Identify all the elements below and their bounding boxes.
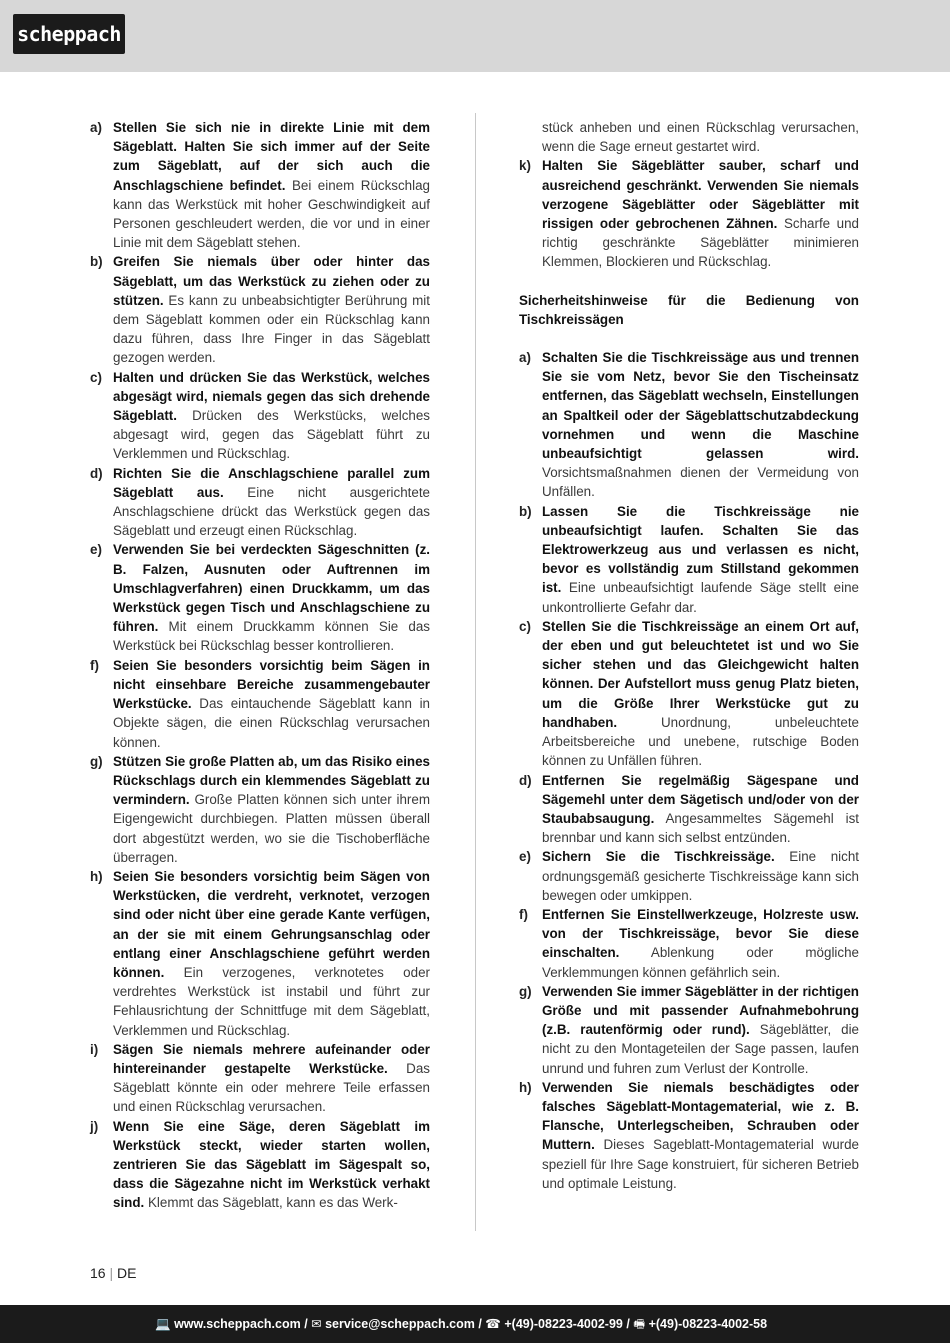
list-item (90, 1040, 430, 1117)
item-label: i) (90, 1041, 99, 1057)
page-number (90, 1265, 136, 1281)
item-text: Eine unbeaufsichtigt laufende Säge stellt eine unkontrollierte Gefahr dar. (542, 580, 859, 615)
list-item (90, 368, 430, 464)
separator: / (300, 1317, 312, 1331)
list-item (519, 348, 859, 502)
separator: / (474, 1317, 486, 1331)
item-text: Eine nicht ausgerichtete Anschlagschiene drückt das Werkstück gegen das Sägeblatt und erzeugt einen Rückschlag. (113, 484, 430, 539)
item-bold-text: Halten Sie Sägeblätter sauber, scharf und ausreichend geschränkt. Verwenden Sie niemals verzogene Sägeblätter oder Sägeblätter mit rissigen oder gebrochenen Zähnen. (542, 158, 859, 232)
item-bold-text: Wenn Sie eine Säge, deren Sägeblatt im Werkstück steckt, wieder starten wollen, zentrieren Sie das Sägeblatt im Sägespalt so, dass die Sägezahne nicht im Werkstück verhakt sind. (113, 1118, 430, 1211)
item-label: h) (519, 1079, 532, 1095)
item-text: Mit einem Druckkamm können Sie das Werkstück bei Rückschlag besser kontrollieren. (113, 619, 430, 654)
item-text: Bei einem Rückschlag kann das Werkstück mit hoher Geschwindigkeit auf Personen geschleudert werden, die vor und in einer Linie mit dem Sägeblatt stehen. (113, 177, 430, 251)
language-code: DE (117, 1265, 137, 1281)
item-bold-text: Stellen Sie die Tischkreissäge an einem Ort auf, der eben und gut beleuchtetet ist und wo Sie sicher stehen und das Gleichgewicht halten können. Der Aufstellort muss genug Platz bieten, um die Größe Ihrer Werkstücke gut zu handhaben. (542, 618, 859, 730)
item-label: a) (519, 350, 531, 366)
item-bold-text: Seien Sie besonders vorsichtig beim Sägen von Werkstücken, die verdreht, verknotet, verzogen sind oder nicht über eine gerade Kante verfügen, an der sie mit einem Gehrungsanschlag oder entlang einer Anschlagschiene geführt werden können. (113, 868, 430, 980)
list-item (519, 982, 859, 1078)
item-text: Ein verzogenes, verknotetes oder verdrehtes Werkstück ist instabil und führt zur Fehlausrichtung der Schnittfuge mit dem Sägeblatt, Verklemmen und Rückschlag. (113, 964, 430, 1038)
computer-icon: 💻 (155, 1317, 171, 1331)
item-bold-text: Sägen Sie niemals mehrere aufeinander oder hintereinander gestapelte Werkstücke. (113, 1041, 430, 1076)
item-label: a) (90, 120, 102, 135)
item-text: Unordnung, unbeleuchtete Arbeitsbereiche und unebene, rutschige Boden können zu Unfällen führen. (542, 714, 859, 769)
right-column (519, 118, 859, 1193)
item-label: b) (519, 503, 532, 519)
item-bold-text: Verwenden Sie immer Sägeblätter in der richtigen Größe und mit passender Aufnahmebohrung (z.B. rautenförmig oder rund). (542, 983, 859, 1038)
item-label: g) (90, 753, 103, 769)
item-label: d) (90, 465, 103, 481)
list-item (90, 540, 430, 655)
item-text: Sägeblätter, die nicht zu den Montageteilen der Sage passen, laufen unrund und fuhren zum Verlust der Kontrolle. (542, 1022, 859, 1076)
item-bold-text: Greifen Sie niemals über oder hinter das Sägeblatt, um das Werkstück zu ziehen oder zu stützen. (113, 254, 430, 308)
scheppach-logo: scheppach (13, 14, 125, 54)
item-text: Klemmt das Sägeblatt, kann es das Werk- (144, 1195, 398, 1211)
page-number-separator: | (109, 1265, 117, 1281)
page-header (0, 0, 950, 72)
item-text: Scharfe und richtig geschränkte Sägeblätter minimieren Klemmen, Blockieren und Rückschlag. (542, 216, 859, 270)
list-item (90, 1117, 430, 1213)
page-footer (0, 1305, 950, 1343)
item-text: Das Sägeblatt könnte ein oder mehrere Teile erfassen und einen Rückschlag verursachen. (113, 1060, 430, 1115)
continued-text: stück anheben und einen Rückschlag verursachen, wenn die Sage erneut gestartet wird. (542, 120, 859, 155)
item-label: c) (519, 618, 531, 634)
contact-line (155, 1305, 767, 1343)
item-text: Große Platten können sich unter ihrem Eigengewicht durchbiegen. Platten müssen überall dort abgestützt werden, wo sie die Tischoberfläche überragen. (113, 792, 430, 865)
item-bold-text: Stützen Sie große Platten ab, um das Risiko eines Rückschlags durch ein klemmendes Sägeblatt zu vermindern. (113, 753, 430, 808)
item-label: h) (90, 868, 103, 884)
item-text: Das eintauchende Sägeblatt kann in Objekte sägen, die einen Rückschlag verursachen können. (113, 696, 430, 750)
email-link[interactable]: service@scheppach.com (325, 1317, 475, 1331)
fax-icon: 🖷 (633, 1317, 646, 1331)
mail-icon: ✉ (311, 1317, 322, 1331)
column-divider (475, 113, 476, 1231)
item-label: e) (519, 849, 531, 865)
phone-number: +(49)-08223-4002-99 (504, 1317, 623, 1331)
item-bold-text: Entfernen Sie Einstellwerkzeuge, Holzreste usw. von der Tischkreissäge, bevor Sie diese einschalten. (542, 906, 859, 961)
item-label: g) (519, 983, 532, 999)
list-item (90, 656, 430, 752)
item-bold-text: Sichern Sie die Tischkreissäge. (542, 849, 775, 865)
list-item (519, 617, 859, 771)
item-text: Drücken des Werkstücks, welches abgesagt wird, gegen das Sägeblatt führt zu Verklemmen und Rückschlag. (113, 408, 430, 462)
item-label: f) (519, 906, 528, 922)
item-label: j) (90, 1118, 99, 1134)
list-item (90, 252, 430, 367)
list-item (90, 118, 430, 252)
item-text: Dieses Sageblatt-Montagematerial wurde speziell für Ihre Sage konstruiert, für sicheren Betrieb und optimale Leistung. (542, 1137, 859, 1191)
item-bold-text: Verwenden Sie bei verdeckten Sägeschnitten (z. B. Falzen, Ausnuten oder Auftrennen im Umschlagverfahren) einen Druckkamm, um das Werkstück gegen Tisch und Anschlagschiene zu führen. (113, 542, 430, 635)
item-bold-text: Stellen Sie sich nie in direkte Linie mit dem Sägeblatt. Halten Sie sich immer auf der Seite zum Sägeblatt, auf der sich auch die Anschlagschiene befindet. (113, 120, 430, 193)
section-title: Sicherheitshinweise für die Bedienung von Tischkreissägen (519, 292, 859, 327)
item-label: b) (90, 254, 103, 270)
list-item (519, 847, 859, 905)
item-bold-text: Richten Sie die Anschlagschiene parallel zum Sägeblatt aus. (113, 465, 430, 500)
item-text: Vorsichtsmaßnahmen dienen der Vermeidung von Unfällen. (542, 465, 859, 500)
item-label: k) (519, 158, 531, 174)
website-link[interactable]: www.scheppach.com (174, 1317, 301, 1331)
list-item (519, 502, 859, 617)
item-bold-text: Lassen Sie die Tischkreissäge nie unbeaufsichtigt laufen. Schalten Sie das Elektrowerkzeug aus und verlassen es nicht, bevor es vollständig zum Stillstand gekommen ist. (542, 503, 859, 596)
item-text: Angesammeltes Sägemehl ist brennbar und kann sich selbst entzünden. (542, 810, 859, 846)
fax-number: +(49)-08223-4002-58 (648, 1317, 768, 1331)
left-column (90, 118, 430, 1213)
list-item (90, 464, 430, 541)
page-number-value: 16 (90, 1265, 106, 1281)
item-bold-text: Seien Sie besonders vorsichtig beim Sägen in nicht einsehbare Bereiche zusammengebauter Werkstücke. (113, 657, 430, 712)
item-bold-text: Entfernen Sie regelmäßig Sägespane und Sägemehl unter dem Sägetisch und/oder von der Staubabsaugung. (542, 772, 859, 826)
item-text: Es kann zu unbeabsichtigter Berührung mit dem Sägeblatt kommen oder ein Rückschlag kann dazu führen, dass Ihre Finger in das Sägeblatt gezogen werden. (113, 292, 430, 366)
list-item-k (519, 156, 859, 271)
item-bold-text: Schalten Sie die Tischkreissäge aus und trennen Sie sie vom Netz, bevor Sie den Tischeinsatz entfernen, das Sägeblatt wechseln, Einstellungen an Spaltkeil oder der Sägeblattschutzabdeckung vornehmen und wenn die Maschine unbeaufsichtigt gelassen wird. (542, 350, 859, 462)
list-item (90, 867, 430, 1040)
item-label: e) (90, 542, 102, 558)
phone-icon: ☎ (485, 1317, 501, 1331)
item-label: d) (519, 772, 532, 788)
separator: / (622, 1317, 634, 1331)
item-label: c) (90, 369, 102, 385)
list-item (519, 905, 859, 982)
item-bold-text: Halten und drücken Sie das Werkstück, welches abgesägt wird, niemals gegen das sich drehende Sägeblatt. (113, 369, 430, 424)
item-bold-text: Verwenden Sie niemals beschädigtes oder falsches Sägeblatt-Montagematerial, wie z. B. Flansche, Unterlegscheiben, Schrauben oder Muttern. (542, 1079, 859, 1153)
item-text: Ablenkung oder mögliche Verklemmungen können gefährlich sein. (542, 945, 859, 980)
item-text: Eine nicht ordnungsgemäß gesicherte Tischkreissäge kann sich bewegen oder umkippen. (542, 849, 859, 903)
item-label: f) (90, 657, 99, 673)
list-item (90, 752, 430, 867)
list-item (519, 771, 859, 848)
safety-list (519, 348, 859, 1193)
list-item (519, 1078, 859, 1193)
